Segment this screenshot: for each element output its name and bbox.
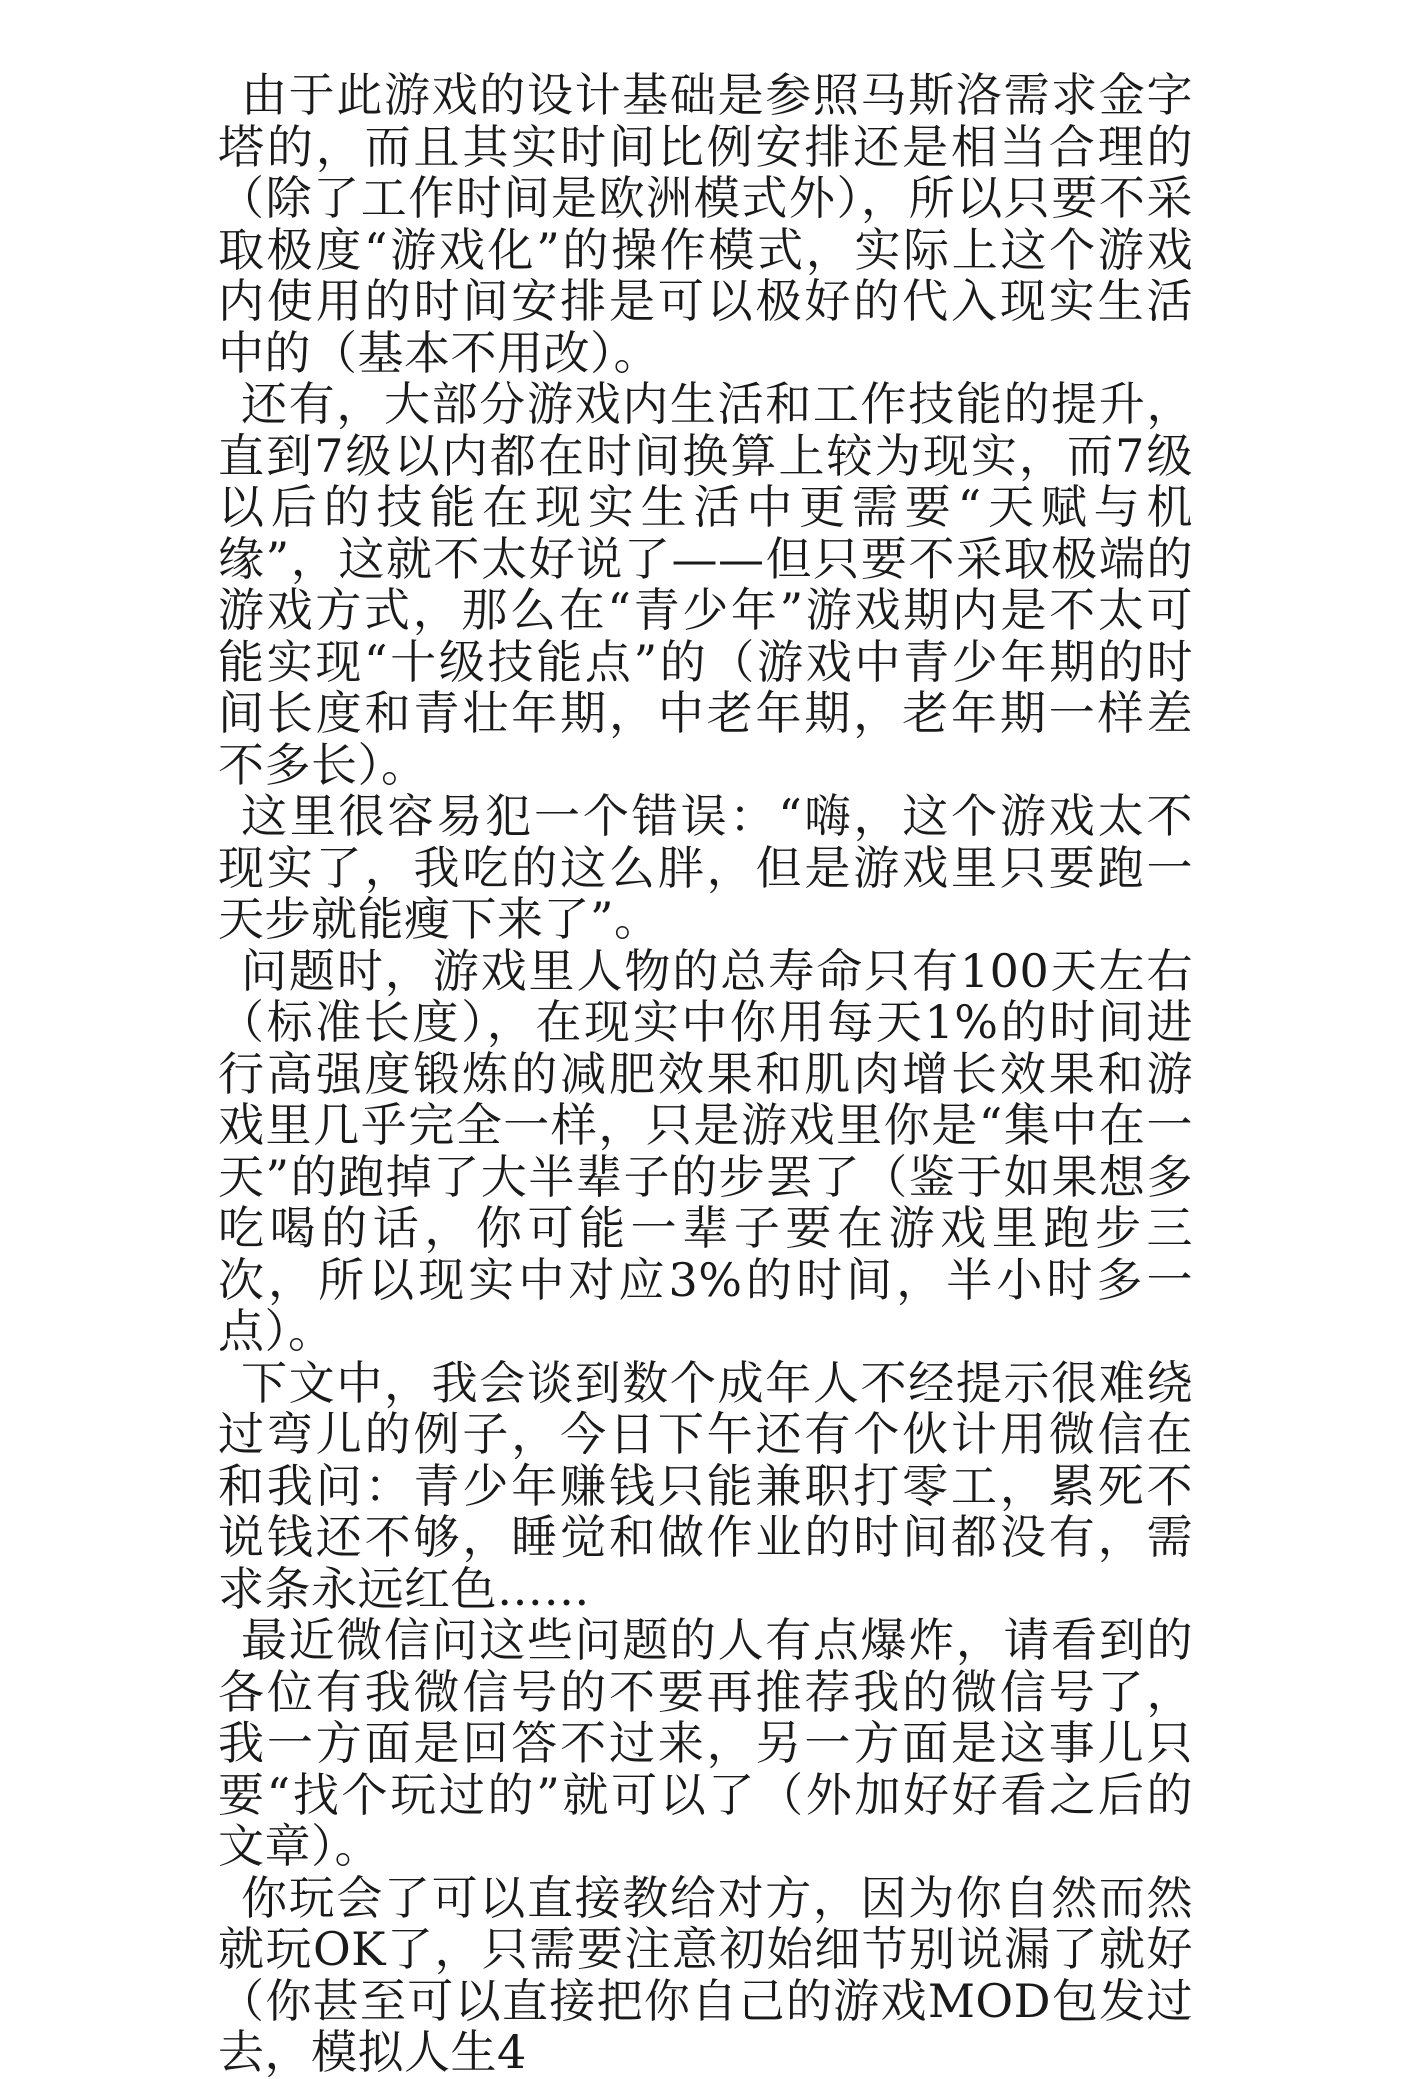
paragraph-skill-levels: 还有，大部分游戏内生活和工作技能的提升，直到7级以内都在时间换算上较为现实，而7级以后的技能在现实生活中更需要“天赋与机缘”，这就不太好说了——但只要不采取极端的游戏方式，那么在“青少年”游戏期内是不太可能实现“十级技能点”的（游戏中青少年期的时间长度和青壮年期，中老年期，老年期一样差不多长）。 [218,377,1193,792]
paragraph-wechat-notice: 最近微信问这些问题的人有点爆炸，请看到的各位有我微信号的不要再推荐我的微信号了，我一方面是回答不过来，另一方面是这事儿只要“找个玩过的”就可以了（外加好好看之后的文章）。 [218,1613,1193,1873]
paragraph-lifespan: 问题时，游戏里人物的总寿命只有100天左右（标准长度），在现实中你用每天1%的时间进行高强度锻炼的减肥效果和肌肉增长效果和游戏里几乎完全一样，只是游戏里你是“集中在一天”的跑掉了大半辈子的步罢了（鉴于如果想多吃喝的话，你可能一辈子要在游戏里跑步三次，所以现实中对应3%的时间，半小时多一点）。 [218,943,1193,1358]
article-body [218,70,1193,2079]
paragraph-game-design: 由于此游戏的设计基础是参照马斯洛需求金字塔的，而且其实时间比例安排还是相当合理的（除了工作时间是欧洲模式外），所以只要不采取极度“游戏化”的操作模式，实际上这个游戏内使用的时间安排是可以极好的代入现实生活中的（基本不用改）。 [218,68,1193,380]
paragraph-common-mistake: 这里很容易犯一个错误：“嗨，这个游戏太不现实了，我吃的这么胖，但是游戏里只要跑一天步就能瘦下来了”。 [218,789,1193,946]
paragraph-teaching: 你玩会了可以直接教给对方，因为你自然而然就玩OK了，只需要注意初始细节别说漏了就好（你甚至可以直接把你自己的游戏MOD包发过去，模拟人生4 [218,1870,1193,2079]
paragraph-examples: 下文中，我会谈到数个成年人不经提示很难绕过弯儿的例子，今日下午还有个伙计用微信在和我问：青少年赚钱只能兼职打零工，累死不说钱还不够，睡觉和做作业的时间都没有，需求条永远红色…… [218,1355,1193,1616]
